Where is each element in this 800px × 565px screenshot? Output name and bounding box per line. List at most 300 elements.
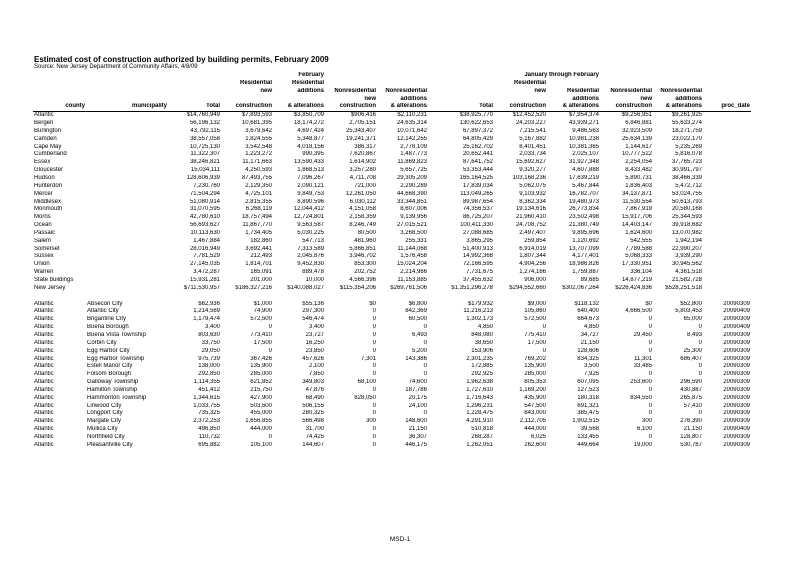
- table-cell: 0: [372, 371, 376, 378]
- table-cell: 10,725,130: [189, 143, 220, 150]
- table-cell: 20090409: [723, 308, 750, 315]
- table-cell: 19,241,371: [345, 135, 376, 142]
- table-cell: 6,493: [411, 332, 427, 338]
- table-cell: 300: [365, 418, 376, 425]
- ytd-group-label: January through February: [524, 72, 599, 78]
- table-cell: $269,761,506: [390, 284, 427, 291]
- table-cell: 292,925: [471, 371, 493, 378]
- table-cell: [703, 277, 751, 285]
- table-cell: 10,981,238: [568, 135, 599, 142]
- table-cell: 773,410: [250, 332, 272, 338]
- table-cell: 769,202: [524, 355, 546, 362]
- table-cell: 212,493: [250, 253, 272, 260]
- table-cell: 57,410: [683, 402, 702, 409]
- table-row: [33, 324, 751, 332]
- table-cell: 7,925: [583, 371, 599, 378]
- table-cell: Galloway Township: [87, 379, 139, 386]
- table-cell: 1,179,474: [193, 316, 220, 323]
- county-summary-rows: [33, 112, 751, 293]
- table-cell: 2,254,054: [625, 159, 652, 166]
- table-cell: 444,000: [524, 426, 546, 433]
- table-cell: 26,773,834: [568, 206, 599, 213]
- col-header: construction: [325, 103, 377, 111]
- table-cell: 39,918,682: [671, 222, 702, 229]
- table-cell: 24,203,227: [515, 120, 546, 127]
- table-cell: 37,765,723: [671, 159, 702, 166]
- table-cell: 201,000: [250, 276, 272, 283]
- table-cell: 15,024,204: [396, 261, 427, 268]
- table-cell: [703, 238, 751, 246]
- construction-cost-table: [33, 72, 751, 450]
- table-cell: 17,639,219: [568, 174, 599, 181]
- table-cell: 686,407: [680, 355, 702, 362]
- table-cell: 1,624,600: [625, 229, 652, 236]
- table-cell: 8,246,749: [349, 222, 376, 229]
- table-cell: $12,452,520: [512, 112, 546, 119]
- table-cell: 25,344,593: [671, 214, 702, 221]
- table-cell: 25,634,139: [621, 135, 652, 142]
- table-cell: 25,300: [683, 347, 702, 354]
- table-cell: 23,022,170: [671, 135, 702, 142]
- table-cell: 100,411,330: [460, 222, 493, 229]
- table-cell: 128,807: [680, 433, 702, 440]
- table-row: [33, 261, 751, 269]
- table-cell: 367,426: [250, 355, 272, 362]
- table-cell: Cape May: [34, 143, 62, 150]
- table-cell: [703, 175, 751, 183]
- table-cell: $528,251,518: [665, 284, 702, 291]
- table-cell: 87,493,755: [241, 174, 272, 181]
- table-cell: 1,734,405: [245, 229, 272, 236]
- table-cell: 435,900: [524, 394, 546, 401]
- table-cell: 510,818: [471, 426, 493, 433]
- table-cell: 2,778,109: [400, 143, 427, 150]
- table-cell: Cumberland: [34, 151, 67, 158]
- table-cell: 280,325: [302, 410, 324, 417]
- table-row: [33, 285, 751, 293]
- table-cell: 2,100: [308, 363, 324, 370]
- table-cell: 23,850: [305, 347, 324, 354]
- table-cell: $302,067,264: [562, 284, 599, 291]
- table-cell: 3,472,287: [193, 269, 220, 276]
- table-cell: 74,900: [253, 308, 272, 315]
- table-cell: $7,893,593: [241, 112, 272, 119]
- table-cell: Atlantic: [34, 300, 54, 307]
- table-cell: 6,030,112: [349, 198, 376, 205]
- table-cell: 3,268,500: [400, 229, 427, 236]
- table-cell: 21,380,749: [568, 222, 599, 229]
- table-cell: 1,824,555: [245, 135, 272, 142]
- table-cell: 12,044,412: [293, 206, 324, 213]
- table-cell: 10,113,630: [190, 229, 220, 236]
- table-cell: Ocean: [34, 222, 52, 229]
- table-row: [33, 238, 751, 246]
- table-cell: 5,200: [411, 347, 427, 354]
- table-cell: 11,867,770: [242, 222, 272, 229]
- table-cell: 0: [423, 371, 427, 378]
- table-cell: [703, 285, 751, 293]
- table-cell: Longport City: [87, 410, 123, 417]
- table-cell: 3,692,441: [245, 245, 272, 252]
- table-cell: 13,707,099: [568, 245, 599, 252]
- table-cell: 15,917,706: [621, 214, 652, 221]
- table-cell: 36,307: [408, 433, 427, 440]
- table-cell: 4,725,101: [245, 190, 272, 197]
- table-cell: 5,467,844: [572, 182, 599, 189]
- table-cell: Folsom Borough: [87, 371, 132, 378]
- table-row: [33, 159, 751, 167]
- table-cell: 43,939,271: [568, 120, 599, 127]
- table-cell: 80,500: [357, 229, 376, 236]
- table-cell: 17,500: [253, 339, 272, 346]
- table-cell: 444,000: [250, 426, 272, 433]
- table-cell: 9,452,830: [297, 261, 324, 268]
- table-cell: 9,139,956: [400, 214, 427, 221]
- table-cell: 29,450: [633, 332, 652, 338]
- table-cell: 172,885: [471, 363, 493, 370]
- table-cell: 130,622,653: [459, 120, 493, 127]
- table-cell: 691,321: [577, 402, 599, 409]
- table-cell: 165,164,525: [459, 174, 493, 181]
- table-cell: 0: [372, 324, 376, 331]
- table-cell: Mullica City: [87, 426, 118, 433]
- table-cell: 34,137,871: [621, 190, 652, 197]
- table-cell: 64,805,429: [462, 135, 493, 142]
- table-cell: 47,876: [305, 386, 324, 393]
- table-cell: Brigantine City: [87, 316, 127, 323]
- table-cell: [703, 214, 751, 222]
- table-cell: 9,103,932: [519, 190, 546, 197]
- table-cell: 182,860: [250, 237, 272, 244]
- table-cell: 0: [372, 426, 376, 433]
- table-cell: 21,150: [580, 339, 599, 346]
- table-cell: 1,274,166: [519, 269, 546, 276]
- table-cell: 0: [372, 332, 376, 338]
- table-cell: 23,502,498: [568, 214, 599, 221]
- table-cell: 20090309: [723, 332, 750, 338]
- table-cell: Linwood City: [87, 402, 122, 409]
- table-cell: 259,854: [524, 237, 546, 244]
- table-cell: 8,362,334: [519, 198, 546, 205]
- table-cell: $6,800: [408, 300, 427, 307]
- table-cell: 4,361,518: [675, 269, 702, 276]
- table-row: [33, 214, 751, 222]
- table-cell: $1,000: [253, 300, 272, 307]
- table-cell: 8,890,596: [297, 198, 324, 205]
- table-cell: Atlantic: [34, 332, 54, 338]
- table-cell: 975,739: [198, 355, 220, 362]
- table-row: [33, 403, 751, 411]
- table-cell: 16,782,707: [568, 190, 599, 197]
- table-cell: 1,223,272: [245, 151, 272, 158]
- table-cell: 4,291,910: [466, 418, 493, 425]
- table-cell: 53,353,444: [462, 167, 493, 174]
- table-cell: 735,325: [198, 410, 220, 417]
- table-cell: 0: [698, 339, 702, 346]
- table-cell: 9,486,563: [572, 127, 599, 134]
- col-header: & alterations: [377, 103, 428, 111]
- table-cell: 4,711,708: [349, 174, 376, 181]
- table-row: [33, 434, 751, 442]
- table-cell: 1,868,513: [297, 167, 324, 174]
- table-cell: 3,679,642: [245, 127, 272, 134]
- table-cell: 285,000: [524, 371, 546, 378]
- table-cell: [703, 230, 751, 238]
- table-cell: $186,327,216: [235, 284, 272, 291]
- table-cell: 143,386: [405, 355, 427, 362]
- table-cell: Pleasantville City: [87, 441, 133, 448]
- table-cell: 135,900: [524, 363, 546, 370]
- table-row: [33, 222, 751, 230]
- table-cell: 6,025: [530, 433, 546, 440]
- table-cell: 17,500: [527, 339, 546, 346]
- table-cell: 74,356,537: [462, 206, 493, 213]
- col-header: Nonresidential: [334, 87, 376, 94]
- table-row: [33, 136, 751, 144]
- table-cell: 4,177,401: [572, 253, 599, 260]
- table-cell: 640,400: [577, 308, 599, 315]
- table-cell: 0: [542, 324, 546, 331]
- table-cell: New Jersey: [34, 284, 66, 291]
- table-cell: Union: [34, 261, 50, 268]
- table-cell: 4,850: [477, 324, 493, 331]
- table-cell: [703, 144, 751, 152]
- col-header: additions: [572, 95, 599, 102]
- table-cell: 51,080,914: [189, 198, 220, 205]
- table-cell: 848,080: [471, 332, 493, 338]
- table-cell: [703, 183, 751, 191]
- table-cell: 0: [372, 316, 376, 323]
- table-cell: 51,400,913: [462, 245, 493, 252]
- table-cell: 0: [698, 324, 702, 331]
- table-cell: 0: [423, 363, 427, 370]
- table-cell: [703, 261, 751, 269]
- table-cell: 1,902,515: [572, 418, 599, 425]
- table-cell: 18,757,494: [241, 214, 272, 221]
- table-cell: 4,018,156: [297, 143, 324, 150]
- table-cell: 446,175: [405, 441, 427, 448]
- table-cell: 386,317: [354, 143, 376, 150]
- table-cell: 7,230,760: [193, 182, 220, 189]
- table-cell: 300: [641, 418, 652, 425]
- table-cell: 20090309: [723, 386, 750, 393]
- table-cell: 20090309: [723, 300, 750, 307]
- table-cell: Atlantic: [34, 371, 54, 378]
- table-cell: 20,580,168: [671, 206, 702, 213]
- table-cell: 4,566,396: [349, 276, 376, 283]
- table-cell: 28,016,949: [189, 245, 220, 252]
- table-row: [33, 301, 751, 309]
- table-cell: 481,960: [354, 237, 376, 244]
- table-cell: 6,846,881: [625, 120, 652, 127]
- table-cell: 9,849,753: [297, 190, 324, 197]
- table-cell: 148,600: [405, 418, 427, 425]
- table-cell: 385,475: [577, 410, 599, 417]
- table-cell: 805,353: [524, 379, 546, 386]
- col-header: Residential: [291, 79, 324, 86]
- table-cell: 2,815,355: [245, 198, 272, 205]
- table-cell: 721,000: [354, 182, 376, 189]
- col-header: Residential: [566, 87, 599, 94]
- table-cell: 7,789,588: [625, 245, 652, 252]
- table-cell: 546,474: [302, 316, 324, 323]
- table-cell: 20090309: [723, 347, 750, 354]
- table-cell: 39,568: [580, 426, 599, 433]
- table-cell: 13,070,982: [671, 229, 702, 236]
- table-cell: Atlantic: [34, 418, 54, 425]
- table-cell: 7,867,919: [625, 206, 652, 213]
- table-cell: 19,134,616: [515, 206, 546, 213]
- table-cell: 2,033,734: [519, 151, 546, 158]
- table-row: [33, 199, 751, 207]
- table-cell: 503,500: [250, 402, 272, 409]
- table-cell: 455,000: [250, 410, 272, 417]
- table-cell: 74,600: [408, 379, 427, 386]
- table-cell: 8,401,451: [519, 143, 546, 150]
- table-cell: 12,142,255: [396, 135, 427, 142]
- table-cell: 2,301,235: [466, 355, 493, 362]
- table-cell: 296,590: [680, 379, 702, 386]
- table-cell: 1,487,773: [400, 151, 427, 158]
- table-cell: 2,112,705: [519, 418, 546, 425]
- table-cell: 31,070,595: [189, 206, 220, 213]
- table-cell: 11,153,885: [397, 276, 427, 283]
- table-cell: 14,992,368: [462, 253, 493, 260]
- table-cell: 0: [698, 371, 702, 378]
- table-cell: 265,875: [680, 394, 702, 401]
- table-cell: 3,542,548: [245, 143, 272, 150]
- table-cell: 33,344,851: [396, 198, 427, 205]
- table-row: [33, 253, 751, 261]
- table-cell: 1,467,884: [193, 237, 220, 244]
- table-cell: 17,839,034: [462, 182, 493, 189]
- table-cell: 2,214,966: [400, 269, 427, 276]
- table-cell: 12,261,050: [345, 190, 376, 197]
- table-cell: 3,257,280: [349, 167, 376, 174]
- col-header: construction: [600, 103, 653, 111]
- table-cell: 24,635,314: [396, 120, 427, 127]
- table-cell: 71,504,294: [189, 190, 220, 197]
- table-cell: Atlantic: [34, 324, 54, 331]
- table-cell: $294,552,660: [509, 284, 546, 291]
- table-cell: 1,169,200: [519, 386, 546, 393]
- table-cell: 4,666,500: [625, 308, 652, 315]
- col-header: Nonresidential: [660, 87, 702, 94]
- table-cell: 20090309: [723, 355, 750, 362]
- table-cell: 72,166,595: [462, 261, 493, 268]
- table-cell: 9,895,696: [572, 229, 599, 236]
- table-cell: Atlantic: [34, 386, 54, 393]
- table-cell: 0: [423, 324, 427, 331]
- table-cell: 1,836,403: [625, 182, 652, 189]
- table-cell: 1,120,692: [572, 237, 599, 244]
- table-cell: 24,708,752: [515, 222, 546, 229]
- table-cell: 0: [268, 347, 272, 354]
- table-row: [33, 175, 751, 183]
- table-cell: 3,400: [204, 324, 220, 331]
- table-cell: Camden: [34, 135, 57, 142]
- table-cell: 7,215,541: [519, 127, 546, 134]
- table-cell: 187,786: [405, 386, 427, 393]
- col-header: construction: [221, 103, 273, 111]
- table-cell: $14,760,949: [186, 112, 220, 119]
- table-cell: 506,155: [302, 402, 324, 409]
- table-cell: 68,100: [357, 379, 376, 386]
- table-cell: 0: [698, 363, 702, 370]
- report-title: Estimated cost of construction authorized by building permits, February 2009: [34, 55, 329, 64]
- table-cell: $52,800: [680, 300, 702, 307]
- table-cell: Burlington: [34, 127, 62, 134]
- table-cell: 38,557,058: [189, 135, 220, 142]
- table-cell: 29,050: [201, 347, 220, 354]
- table-cell: 2,090,121: [297, 182, 324, 189]
- table-cell: 664,673: [577, 316, 599, 323]
- table-cell: 1,656,855: [245, 418, 272, 425]
- col-header-municipality: municipality: [86, 103, 168, 111]
- table-cell: Atlantic: [34, 394, 54, 401]
- municipality-rows: [33, 301, 751, 450]
- table-cell: 89,987,654: [462, 198, 493, 205]
- table-cell: 530,787: [680, 441, 702, 448]
- col-header: Nonresidential: [610, 87, 652, 94]
- table-cell: Atlantic: [34, 112, 54, 119]
- table-cell: 22,990,207: [671, 245, 702, 252]
- table-cell: 144,607: [302, 441, 324, 448]
- table-cell: 1,814,701: [245, 261, 272, 268]
- table-cell: 32,923,509: [621, 127, 652, 134]
- table-cell: 0: [698, 410, 702, 417]
- table-cell: 2,025,107: [572, 151, 599, 158]
- table-cell: 842,369: [405, 308, 427, 315]
- table-row: [33, 191, 751, 199]
- table-cell: 0: [648, 386, 652, 393]
- table-cell: 0: [372, 347, 376, 354]
- table-cell: 30,991,797: [671, 167, 702, 174]
- table-cell: Warren: [34, 269, 54, 276]
- table-row: [33, 379, 751, 387]
- col-header: new: [640, 95, 652, 102]
- table-cell: 21,150: [408, 426, 427, 433]
- table-cell: Mercer: [34, 190, 53, 197]
- table-cell: 37,455,632: [462, 276, 493, 283]
- table-cell: 11,171,663: [242, 159, 272, 166]
- table-cell: 138,000: [198, 363, 220, 370]
- table-cell: Estell Manor City: [87, 363, 133, 370]
- table-cell: Monmouth: [34, 206, 63, 213]
- table-cell: Hamilton Township: [87, 386, 138, 393]
- table-cell: 8,607,006: [400, 206, 427, 213]
- table-cell: $1,351,296,278: [451, 284, 493, 291]
- table-cell: Sussex: [34, 253, 54, 260]
- table-cell: 16,250: [305, 339, 324, 346]
- table-cell: 547,500: [524, 402, 546, 409]
- table-cell: 105,860: [524, 308, 546, 315]
- table-cell: 775,410: [524, 332, 546, 338]
- table-cell: 2,372,253: [193, 418, 220, 425]
- table-cell: 67,897,372: [462, 127, 493, 134]
- table-cell: 285,000: [250, 371, 272, 378]
- col-header: Nonresidential: [385, 87, 427, 94]
- table-cell: 38,466,339: [671, 174, 702, 181]
- table-cell: 7,731,675: [466, 269, 493, 276]
- table-cell: 457,626: [302, 355, 324, 362]
- table-cell: $115,354,206: [339, 284, 376, 291]
- table-cell: 13,590,433: [293, 159, 324, 166]
- table-cell: Hudson: [34, 174, 55, 181]
- table-cell: 336,104: [630, 269, 652, 276]
- table-cell: 853,300: [354, 261, 376, 268]
- table-row: [33, 246, 751, 254]
